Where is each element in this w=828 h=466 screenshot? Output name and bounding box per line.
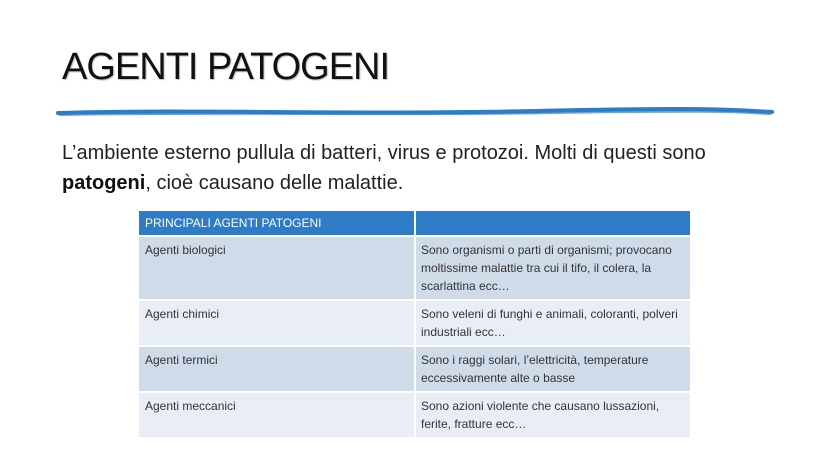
table-header-cell: PRINCIPALI AGENTI PATOGENI	[139, 211, 415, 236]
agent-type-cell: Agenti biologici	[139, 236, 415, 300]
intro-text: L’ambiente esterno pullula di batteri, virus e protozoi. Molti di questi sono	[62, 142, 706, 164]
agent-description-cell: Sono veleni di funghi e animali, coloranti, polveri industriali ecc…	[415, 300, 690, 346]
table-row	[139, 346, 690, 392]
intro-paragraph	[62, 138, 762, 198]
pathogens-table	[139, 211, 690, 437]
agent-type-cell: Agenti termici	[139, 346, 415, 392]
table-row	[139, 300, 690, 346]
intro-text-end: , cioè causano delle malattie.	[145, 172, 404, 194]
table-header-row	[139, 211, 690, 236]
agent-description-cell: Sono i raggi solari, l’elettricità, temperature eccessivamente alte o basse	[415, 346, 690, 392]
table-header-cell	[415, 211, 690, 236]
table-row	[139, 236, 690, 300]
agent-type-cell: Agenti meccanici	[139, 392, 415, 437]
intro-keyword: patogeni	[62, 172, 146, 194]
agent-description-cell: Sono azioni violente che causano lussazioni, ferite, fratture ecc…	[415, 392, 690, 437]
title-underline	[56, 104, 774, 120]
table-row	[139, 392, 690, 437]
agent-description-cell: Sono organismi o parti di organismi; provocano moltissime malattie tra cui il tifo, il colera, la scarlattina ecc…	[415, 236, 690, 300]
agent-type-cell: Agenti chimici	[139, 300, 415, 346]
slide-title: AGENTI PATOGENI	[62, 46, 390, 88]
